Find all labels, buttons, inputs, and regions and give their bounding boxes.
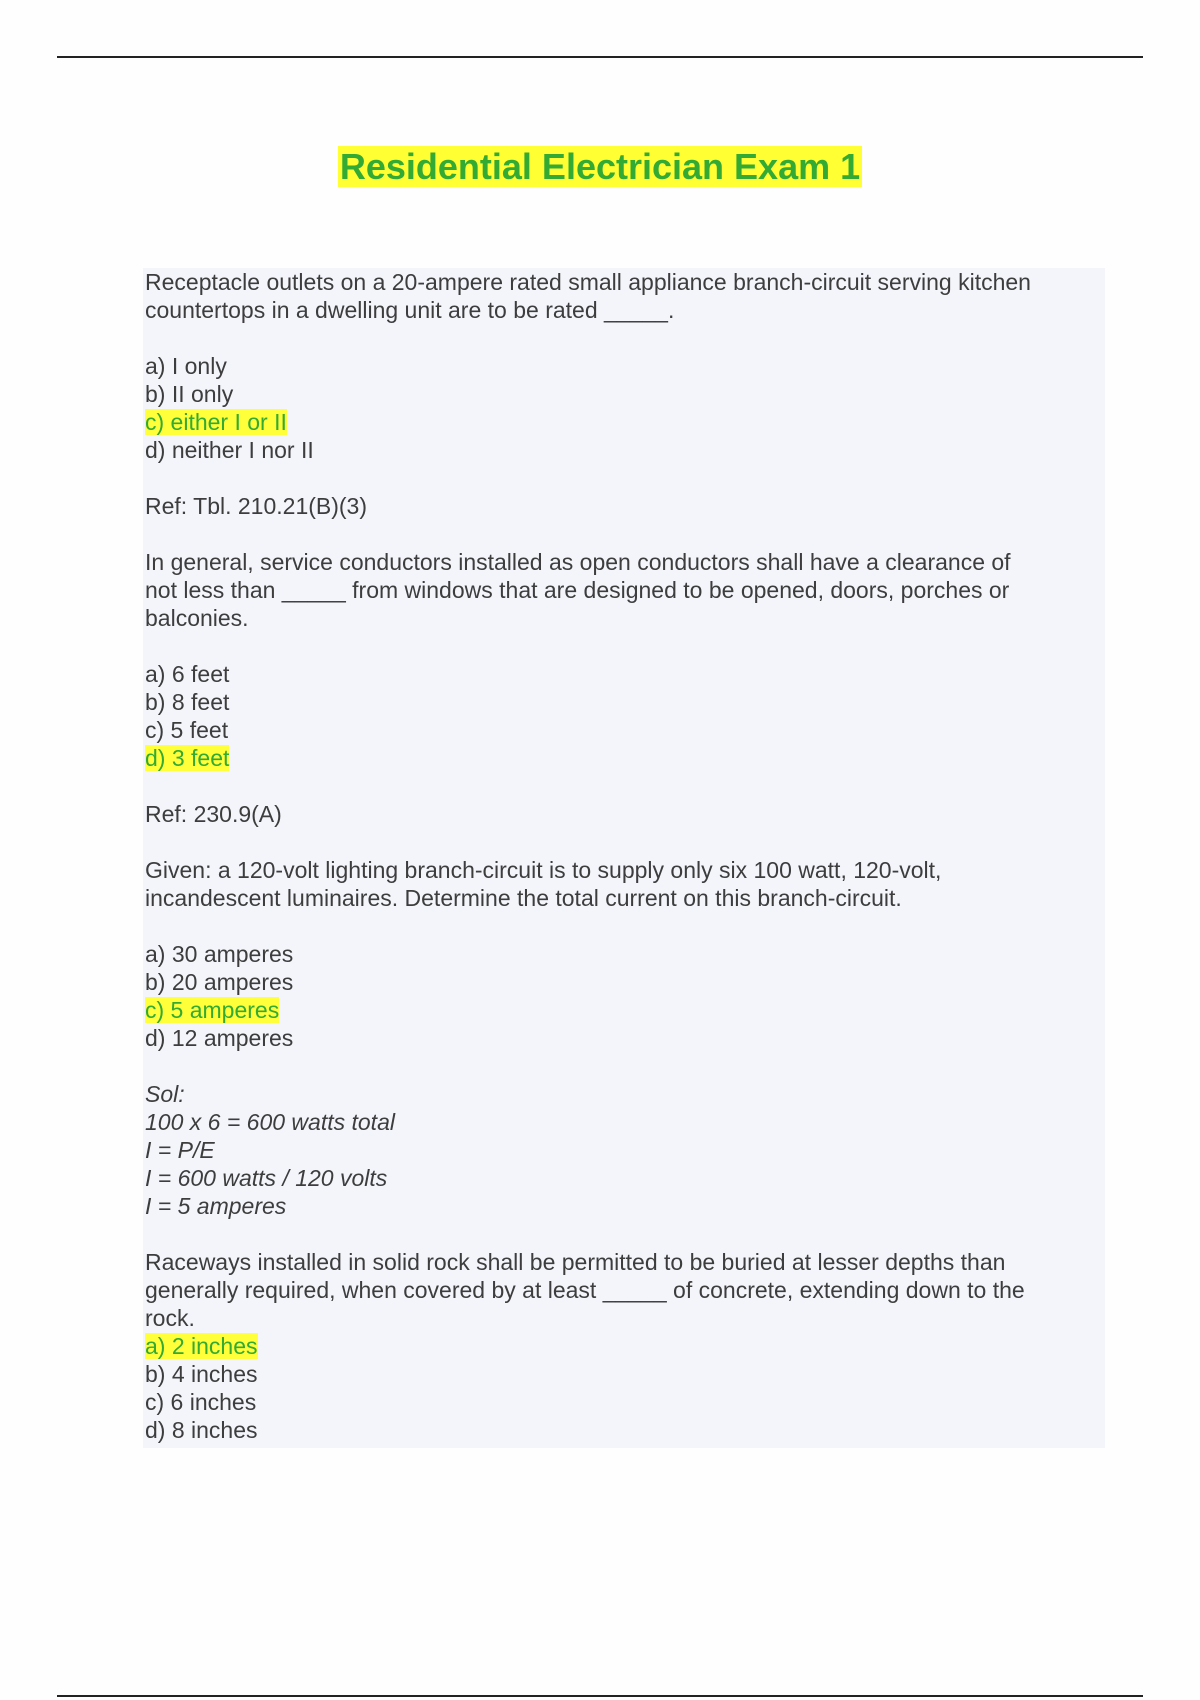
answer-option: b) 4 inches bbox=[145, 1361, 258, 1387]
answer-option: d) 8 inches bbox=[145, 1417, 258, 1443]
answer-option: c) 5 feet bbox=[145, 717, 229, 743]
exam-content bbox=[143, 268, 1105, 1448]
answer-option: d) 12 amperes bbox=[145, 1025, 294, 1051]
answer-option: a) I only bbox=[145, 353, 227, 379]
question-stem-line: rock. bbox=[145, 1305, 195, 1331]
document-title bbox=[0, 145, 1200, 189]
reference: Ref: Tbl. 210.21(B)(3) bbox=[145, 493, 368, 519]
correct-answer-option: d) 3 feet bbox=[145, 745, 230, 771]
reference: Ref: 230.9(A) bbox=[145, 801, 282, 827]
solution-line: I = 600 watts / 120 volts bbox=[145, 1165, 388, 1191]
question-stem-line: balconies. bbox=[145, 605, 249, 631]
question-stem-line: In general, service conductors installed as open conductors shall have a clearance of bbox=[145, 549, 1011, 575]
question-1 bbox=[145, 268, 1095, 548]
question-stem-line: countertops in a dwelling unit are to be rated _____. bbox=[145, 297, 675, 323]
correct-answer-option: c) 5 amperes bbox=[145, 997, 280, 1023]
answer-option: b) 8 feet bbox=[145, 689, 230, 715]
question-2 bbox=[145, 548, 1095, 856]
answer-option: a) 30 amperes bbox=[145, 941, 294, 967]
question-3 bbox=[145, 856, 1095, 1248]
question-stem-line: Receptacle outlets on a 20-ampere rated small appliance branch-circuit serving kitchen bbox=[145, 269, 1031, 295]
question-stem-line: incandescent luminaires. Determine the total current on this branch-circuit. bbox=[145, 885, 902, 911]
correct-answer-option: a) 2 inches bbox=[145, 1333, 258, 1359]
title-text: Residential Electrician Exam 1 bbox=[339, 146, 861, 187]
question-stem-line: Given: a 120-volt lighting branch-circuit is to supply only six 100 watt, 120-volt, bbox=[145, 857, 942, 883]
answer-option: b) II only bbox=[145, 381, 234, 407]
solution-line: I = 5 amperes bbox=[145, 1193, 287, 1219]
solution bbox=[145, 1080, 1095, 1220]
bottom-rule bbox=[57, 1695, 1143, 1697]
solution-line: I = P/E bbox=[145, 1137, 215, 1163]
question-stem-line: generally required, when covered by at least _____ of concrete, extending down to the bbox=[145, 1277, 1025, 1303]
solution-line: Sol: bbox=[145, 1081, 185, 1107]
question-stem-line: not less than _____ from windows that are designed to be opened, doors, porches or bbox=[145, 577, 1010, 603]
solution-line: 100 x 6 = 600 watts total bbox=[145, 1109, 395, 1135]
answer-option: a) 6 feet bbox=[145, 661, 230, 687]
question-4 bbox=[145, 1248, 1095, 1444]
correct-answer-option: c) either I or II bbox=[145, 409, 287, 435]
answer-option: d) neither I nor II bbox=[145, 437, 314, 463]
answer-option: c) 6 inches bbox=[145, 1389, 257, 1415]
answer-option: b) 20 amperes bbox=[145, 969, 294, 995]
top-rule bbox=[57, 56, 1143, 58]
question-stem-line: Raceways installed in solid rock shall be permitted to be buried at lesser depths than bbox=[145, 1249, 1006, 1275]
